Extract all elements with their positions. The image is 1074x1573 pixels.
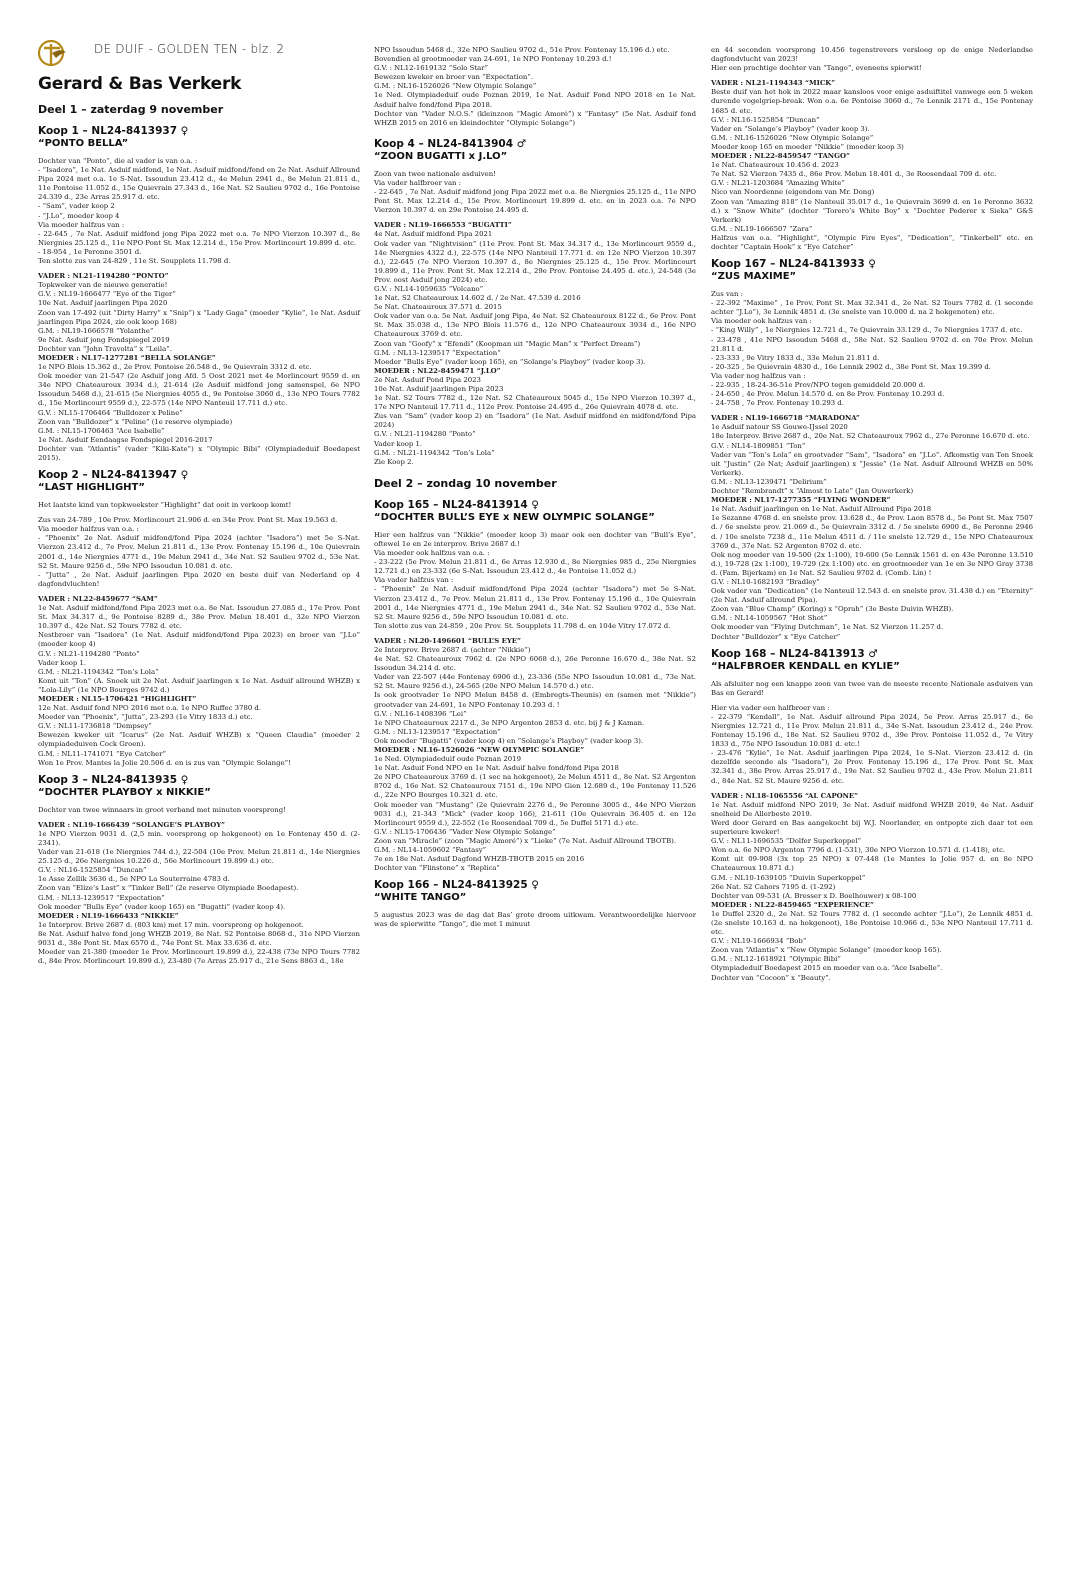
- golden-ten-logo-icon: [38, 38, 68, 68]
- lot-2-name: “LAST HIGHLIGHT”: [38, 482, 145, 494]
- part-1-title: Deel 1 – zaterdag 9 november: [38, 103, 224, 116]
- lot-1-text: Dochter van “Ponto”, die al vader is van o.a. : - “Isadora”, 1e Nat. Asduif midfond, 1e Nat. Asduif midfond/fond en 2e Nat. Asduif Allround Pipa 2024 met o.a. 1e S-Nat. Issoudun 23.412 d., 4e Melun 2941 d., 8e Melun 21.811 d., 11e Pontoise 11.052 d., 15e Quievrain 27.343 d., 16e Nat. S2 Saulieu 9702 d., 16e Pontoise 24.339 d., 23e Arras 25.917 d. etc. - “Sam”, vader koop 2 - “J.Lo”, moeder koop 4 Via moeder halfzus van : - 22-645 , 7e Nat. Asduif midfond jong Pipa 2022 met o.a. 7e NPO Vierzon 10.397 d., 8e Niergnies 25.125 d., 11e NPO Pont St. Max 12.214 d., 15e Prov. Morlincourt 19.899 d. etc. - 18-954 , 1e Peronne 3501 d. Ten slotte zus van 24-829 , 11e St. Soupplets 11.798 d. VADER : NL21-1194280 “PONTO” Topkweker van de nieuwe generatie! G.V. : NL19-1666477 “Eye of the Tiger” 10e Nat. Asduif jaarlingen Pipa 2020 Zoon van 17-492 (uit “Dirty Harry” x “Snip”) x “Lady Gaga” (moeder “Kylie”, 1e Nat. Asduif jaarlingen Pipa 2024, zie ook koop 168) G.M. : NL19-1666578 “Yolanthe” 9e Nat. Asduif jong Fondspiegel 2019 Dochter van “John Travolta” x “Leila”. MOEDER : NL17-1277281 “BELLA SOLANGE” 1e NPO Blois 15.362 d., 2e Prov. Pontoise 26.548 d., 9e Quievrain 3312 d. etc. Ook moeder van 21-547 (2e Asduif jong Afd. 5 Oost 2021 met 4e Morlincourt 9559 d. en 34e NPO Chateauroux 3934 d.), 21-614 (2e Asduif midfond jong samenspel, 6e NPO Issoudun 5468 d.), 21-615 (5e Niergnies 4055 d., 9e Pontoise 3060 d., 13e NPO Tours 7782 d., 15e Morlincourt 9559 d.), 22-575 (14e NPO Nanteuil 17.711 d.) etc. G.V. : NL15-1706464 “Bulldozer x Peline” Zoon van “Bulldozer” x “Peline” (1e reserve olympiade) G.M. : NL15-1706463 “Ace Isabelle” 1e Nat. Asduif Eendaagse Fondspiegel 2016-2017 Dochter van “Atlantis” (vader “Kiki-Kate”) x “Olympic Bibi” (Olympiadeduif Boedapest 2015).: [38, 157, 360, 462]
- lot-4-name: “ZOON BUGATTI x J.LO”: [374, 150, 508, 162]
- lot-1-name: “PONTO BELLA”: [38, 138, 129, 149]
- lot-166-heading: Koop 166 – NL24-8413925 ♀: [374, 879, 539, 892]
- lot-3-continued-text: NPO Issoudun 5468 d., 32e NPO Saulieu 9702 d., 51e Prov. Fontenay 15.196 d.) etc. Bovendien al grootmoeder van 24-691, 1e NPO Fontenay 10.293 d.! G.V. : NL12-1619132 “Solo Star” Bewezen kweker en broer van “Expectation”. G.M. : NL16-1526026 “New Olympic Solange” 1e Ned. Olympiadeduif oude Poznan 2019, 1e Nat. Asduif Fond NPO 2018 en 1e Nat. Asduif halve fond/fond Pipa 2018. Dochter van “Vader N.O.S.” (kleinzoon “Magic Amoré”) x “Fantasy” (5e Nat. Asduif fond WHZB 2015 en 2016 en kleindochter “Olympic Solange”): [374, 46, 696, 127]
- lot-3-name: “DOCHTER PLAYBOY x NIKKIE”: [38, 786, 211, 798]
- lot-2-heading: Koop 2 – NL24-8413947 ♀: [38, 469, 189, 482]
- lot-4-heading: Koop 4 – NL24-8413904 ♂: [374, 137, 527, 150]
- lot-3-text: Dochter van twee winnaars in groot verband met minuten voorsprong! VADER : NL19-1666439 “SOLANGE’S PLAYBOY” 1e NPO Vierzon 9031 d. (2,5 min. voorsprong op hokgenoot) en 1e Fontenay 450 d. (2-2341). Vader van 21-618 (1e Niergnies 744 d.), 22-504 (10e Prov. Melun 21.811 d., 14e Niergnies 25.125 d., 26e Niergnies 10.226 d., 56e Morlincourt 19.899 d.) etc. G.V. : NL16-1525854 “Duncan” 1e Asse Zellik 3636 d., 5e NPO La Souterraine 4783 d. Zoon van “Elize’s Last” x “Tinker Bell” (2e reserve Olympiade Boedapest). G.M. : NL13-1239517 “Expectation” Ook moeder “Bulls Eye” (vader koop 165) en “Bugatti” (vader koop 4). MOEDER : NL19-1666433 “NIKKIE” 1e Interprov. Brive 2687 d. (803 km) met 17 min. voorsprong op hokgenoot. 8e Nat. Asduif halve fond jong WHZB 2019, 8e Nat. S2 Pontoise 8068 d., 31e NPO Vierzon 9031 d., 38e Pont St. Max 6570 d., 74e Pont St. Max 33.636 d. etc. Moeder van 21-380 (moeder 1e Prov. Morlincourt 19.899 d.), 22-438 (73e NPO Tours 7782 d., 84e Prov. Morlincourt 19.899 d.), 23-480 (7e Arras 25.917 d., 21e Sens 8863 d., 18e: [38, 805, 360, 966]
- lot-168-heading: Koop 168 – NL24-8413913 ♂: [711, 647, 878, 660]
- lot-167-text: Zus van : - 22-392 “Maxime” , 1e Prov. Pont St. Max 32.341 d., 2e Nat. S2 Tours 7782 d. (1 seconde achter “J.Lo”), 3e Lennik 4851 d. (3e snelste van 10.000 d. na 2 hokgenoten) etc. Via moeder ook halfzus van : - “King Willy” , 1e Niergnies 12.721 d., 7e Quievrain 33.129 d., 7e Niergnies 1737 d. etc. - 23-478 , 41e NPO Issoudun 5468 d., 58e Nat. S2 Saulieu 9702 d. en 70e Prov. Melun 21.811 d. - 23-333 , 9e Vitry 1833 d., 33e Melun 21.811 d. - 20-325 , 5e Quievrain 4830 d., 16e Lennik 2902 d., 38e Pont St. Max 19.399 d. Via vader nog halfzus van : - 22-935 , 18-24-36-51e Prov/NPO tegen gemiddeld 20.000 d. - 24-650 , 4e Prov. Melun 14.570 d. en 8e Prov. Fontenay 10.293 d. - 24-758 , 7e Prov. Fontenay 10.293 d. VADER : NL19-1666718 “MARADONA” 1e Asduif natour SS Gouwe-IJssel 2020 18e Interprov. Brive 2687 d., 20e Nat. S2 Chateauroux 7962 d., 27e Peronne 16.670 d. etc. G.V. : NL14-1809851 “Ton” Vader van “Ton’s Lola” en grootvader “Sam”, “Isadora” en “J.Lo”. Afkomstig van Ton Snoek uit “Justin” (2e Nat; Asduif jaarlingen) x “Jessie” (1e Nat. Asduif Allround WHZB en 50% Verkerk). G.M. : NL13-1239471 “Delirium” Dochter “Rembrandt” x “Almost to Late” (Jan Ouwerkerk) MOEDER : NL17-1277355 “FLYING WONDER” 1e Nat. Asduif jaarlingen en 1e Nat. Asduif Allround Pipa 2018 1e Sezanne 4768 d. en snelste prov. 13.628 d., 4e Prov. Laon 8578 d., 5e Pont St. Max 7507 d. / 6e snelste prov. 21.069 d., 5e Quievrain 3312 d. / 5e snelste 6900 d., 8e Peronne 2946 d. / 10e snelste 7238 d., 11e Melun 4511 d. / 11e snelste 12.729 d., 15e NPO Chateauroux 3769 d., 37e Nat. S2 Argenton 8702 d. etc. Ook nog moeder van 19-500 (2x 1:100), 19-600 (5e Lennik 1561 d. en 43e Peronne 13.510 d.), 19-728 (2x 1:100), 19-729 (2x 1:100) etc. en grootmoeder van 1e en 3e NPO Gray 3738 d. (Fam. Bijerkam) en 1e Nat. S2 Saulieu 9702 d. (Comb. Lin) ! G.V. : NL10-1682193 “Bradley” Ook vader van “Dedication” (1e Nanteuil 12.543 d. en snelste prov. 31.438 d.) en “Eternity” (2e Nat. Asduif allround Pipa). Zoon van “Blue Champ” (Koring) x “Oprah” (3e Beste Duivin WHZB). G.M. : NL14-1059567 “Hot Shot” Ook moeder van “Flying Dutchman”, 1e Nat. S2 Vierzon 11.257 d. Dochter “Bulldozer” x “Eye Catcher”: [711, 290, 1033, 641]
- lot-1-heading: Koop 1 – NL24-8413937 ♀: [38, 125, 189, 137]
- lot-165-heading: Koop 165 – NL24-8413914 ♀: [374, 498, 539, 511]
- column-2: [374, 46, 696, 930]
- lot-167-heading: Koop 167 – NL24-8413933 ♀: [711, 258, 876, 271]
- lot-167-name: “ZUS MAXIME”: [711, 271, 797, 283]
- lot-165-name: “DOCHTER BULL’S EYE x NEW OLYMPIC SOLANGE”: [374, 511, 655, 523]
- column-1: [38, 74, 360, 966]
- lot-166-text: 5 augustus 2023 was de dag dat Bas’ grote droom uitkwam. Verantwoordelijke hiervoor was de spierwitte “Tango”, die met 1 minuut: [374, 911, 696, 929]
- lot-3-heading: Koop 3 – NL24-8413935 ♀: [38, 773, 189, 786]
- lot-168-text: Als afsluiter nog een knappe zoon van twee van de meeste recente Nationale asduiven van Bas en Gerard! Hier via vader een halfbroer van : - 22-379 “Kendall”, 1e Nat. Asduif allround Pipa 2024, 5e Prov. Arras 25.917 d., 6e Niergnies 12.721 d., 11e Prov. Melun 21.811 d., 34e S-Nat. Issoudun 23.412 d., 24e Prov. Fontenay 15.196 d., 18e Nat. S2 Saulieu 9702 d., 39e Prov. Pontoise 11.052 d., 7e Vitry 1833 d., 75e NPO Issoudun 10.081 d. etc.! - 23-476 “Kylie”, 1e Nat. Asduif jaarlingen Pipa 2024, 1e S-Nat. Vierzon 23.412 d. (in dezelfde seconde als “Isadora”), 2e Prov. Fontenay 15.196 d., 17e Prov. Pont St. Max 32.341 d., 38e Prov. Arras 25.917 d., 19e Nat. S2 Saulieu 9702 d., 43e Prov. Melun 21.811 d., 84e Nat. S2 St. Maure 9256 d. etc. VADER : NL18-1065556 “AL CAPONE” 1e Nat. Asduif midfond NPO 2019, 3e Nat. Asduif midfond WHZB 2019, 4e Nat. Asduif snelheid De Allerbeste 2019. Werd door Gerard en Bas aangekocht bij W.J. Noorlander, en ontpopte zich daar tot een superieure kweker! G.V. : NL11-1696535 “Dolfer Superkoppel” Won o.a. 6e NPO Argenton 7796 d. (1-531), 30e NPO Vierzon 10.571 d. (1-418), etc. Komt uit 09-908 (3x top 25 NPO) x 07-448 (1e Mantes la Jolie 957 d. en 8e NPO Chateauroux 10.871 d.) G.M. : NL10-1639105 “Duivin Superkoppel” 26e Nat. S2 Cahors 7195 d. (1-292) Dochter van 09-531 (A. Bresser x D. Boelhouwer) x 08-100 MOEDER : NL22-8459465 “EXPERIENCE” 1e Duffel 2320 d., 2e Nat. S2 Tours 7782 d. (1 seconde achter “J.Lo”), 2e Lennik 4851 d. (2e snelste 10.163 d. na hokgenoot), 18e Pontoise 10.966 d., 53e NPO Nanteuil 17.711 d. etc. G.V. : NL19-1666934 “Bob” Zoon van “Atlantis” x “New Olympic Solange” (moeder koop 165). G.M. : NL12-1618921 “Olympic Bibi” Olympiadeduif Boedapest 2015 en moeder van o.a. “Ace Isabelle”. Dochter van “Cocoon” x “Beauty”.: [711, 679, 1033, 982]
- lot-2-text: Het laatste kind van topkweekster “Highlight” dat ooit in verkoop komt! Zus van 24-789 , 10e Prov. Morlincourt 21.906 d. en 34e Prov. Pont St. Max 19.563 d. Via moeder halfzus van o.a. : - “Phoenix” 2e Nat. Asduif midfond/fond Pipa 2024 (achter “Isadora”) met 5e S-Nat. Vierzon 23.412 d., 7e Prov. Melun 21.811 d., 13e Prov. Fontenay 15.196 d., 10e Quievrain 2001 d., 14e Niergnies 4771 d., 19e Melun 2941 d., 34e Nat. S2 Saulieu 9702 d., 53e Nat. S2 St. Maure 9256 d., 59e NPO Issoudun 10.081 d. etc. - “Jutta” , 2e Nat. Asduif jaarlingen Pipa 2020 en beste duif van Nederland op 4 dagfondvluchten! VADER : NL22-8459677 “SAM” 1e Nat. Asduif midfond/fond Pipa 2023 met o.a. 8e Nat. Issoudun 27.085 d., 17e Prov. Pont St. Max 34.317 d., 9e Pontoise 8289 d., 38e Prov. Melun 18.401 d., 32e NPO Vierzon 10.397 d., 42e Nat. S2 Tours 7782 d. etc. Nestbroer van “Isadora” (1e Nat. Asduif midfond/fond Pipa 2023) en broer van “J.Lo” (moeder koop 4) G.V. : NL21-1194280 “Ponto” Vader koop 1. G.M. : NL21-1194342 “Ton’s Lola” Komt uit “Ton” (A. Snoek uit 2e Nat. Asduif jaarlingen x 1e Nat. Asduif allround WHZB) x “Lola-Lily” (1e NPO Bourges 9742 d.) MOEDER : NL15-1706421 “HIGHLIGHT” 12e Nat. Asduif fond NPO 2016 met o.a. 1e NPO Ruffec 3780 d. Moeder van “Phoenix”, “Jutta”, 23-293 (1e Vitry 1833 d.) etc. G.V. : NL11-1736818 “Dempsey” Bewezen kweker uit “Icarus” (2e Nat. Asduif WHZB) x “Queen Claudia” (moeder 2 olympiadeduiven Cock Groen). G.M. : NL11-1741071 “Eye Catcher” Won 1e Prov. Mantes la Jolie 20.506 d. en is zus van “Olympic Solange”!: [38, 501, 360, 767]
- page-header: [38, 38, 368, 68]
- lot-166-continued-text: en 44 seconden voorsprong 10.456 tegenstrevers versloeg op de enige Nederlandse dagfondvlucht van 2023! Hier een prachtige dochter van “Tango”, eveneens spierwit! VADER : NL21-1194343 “MICK” Beste duif van het hok in 2022 maar kansloos voor enige asduiftitel vanwege een 5 weken durende vogelgriep-break. Won o.a. 6e Pontoise 3060 d., 7e Lennik 2171 d., 15e Pontenay 1685 d. etc. G.V. : NL16-1525854 “Duncan” Vader en “Solange’s Playboy” (vader koop 3). G.M. : NL16-1526026 “New Olympic Solange” Moeder koop 165 en moeder “Nikkie” (moeder koop 3) MOEDER : NL22-8459547 “TANGO” 1e Nat. Chateauroux 10.456 d. 2023 7e Nat. S2 Vierzon 7435 d., 86e Prov. Melun 18.401 d., 3e Roosendaal 709 d. etc. G.V. : NL21-1203684 “Amazing White” Nico van Noordenne (eigendom van Mr. Dong) Zoon van “Amazing 818” (1e Nanteuil 35.017 d., 1e Quievrain 3699 d. en 1e Peronne 3632 d.) x “Snow White” (dochter “Torero’s White Boy” x “Dochter Pederer x Sieka” G&S Verkerk) G.M. : NL19-1666507 “Zara” Halfzus van o.a. “Highlight”, “Olympic Fire Eyes”, “Dedication”, “Tinkerbell” etc. en dochter “Captain Hook” x “Eye Catcher”: [711, 46, 1033, 251]
- lot-4-text: Zoon van twee nationale asduiven! Via vader halfbroer van : - 22-645 , 7e Nat. Asduif midfond jong Pipa 2022 met o.a. 8e Niergnies 25.125 d., 11e NPO Pont St. Max 12.214 d., 15e Prov. Morlincourt 19.899 d. etc. en in 2023 o.a. 7e NPO Vierzon 10.397 d. en 29e Pontoise 24.495 d. VADER : NL19-1666553 “BUGATTI” 4e Nat. Asduif midfond Pipa 2021 Ook vader van “Nightvision” (11e Prov. Pont St. Max 34.317 d., 13e Morlincourt 9559 d., 14e Niergnies 4322 d.), 22-575 (14e NPO Nanteuil 17.771 d. en 12e NPO Vierzon 10.397 d.), 22-645 (7e NPO Vierzon 10.397 d., 8e Niergnies 25.125 d., 15e Prov. Morlincourt 19.899 d., 11e Prov. Pont St. Max 12.214 d., 29e Prov. Pontoise 24.495 d. etc.), 24-548 (3e Prov. oost Asduif jong 2024) etc. G.V. : NL14-1059635 “Volcano” 1e Nat. S2 Chateauroux 14.602 d. / 2e Nat. 47.539 d. 2016 5e Nat. Chateauroux 37.571 d. 2015 Ook vader van o.a. 5e Nat. Asduif jong Pipa, 4e Nat. S2 Chateauroux 8122 d., 6e Prov. Pont St. Max 35.038 d., 13e NPO Blois 11.576 d., 12e NPO Chateauroux 3934 d., 16e NPO Chateauroux 3769 d. etc. Zoon van “Goofy” x “Efendi” (Koopman uit “Magic Man” x “Perfect Dream”) G.M. : NL13-1239517 “Expectation” Moeder “Bulls Eye” (vader koop 165), en “Solange’s Playboy” (vader koop 3). MOEDER : NL22-8459471 “J.LO” 2e Nat. Asduif Pond Pipa 2023 10e Nat. Asduif jaarlingen Pipa 2023 1e Nat. S2 Tours 7782 d., 12e Nat. S2 Chateauroux 5045 d., 15e NPO Vierzon 10.397 d., 17e NPO Nanteuil 17.711 d., 112e Prov. Pontoise 24.495 d., 26e Quievrain 4078 d. etc. Zus van “Sam” (vader koop 2) en “Isadora” (1e Nat. Asduif midfond en midfond/fond Pipa 2024) G.V. : NL21-1194280 “Ponto” Vader koop 1. G.M. : NL21-1194342 “Ton’s Lola” Zie Koop 2.: [374, 169, 696, 466]
- lot-168-name: “HALFBROER KENDALL en KYLIE”: [711, 660, 900, 672]
- running-head: DE DUIF - GOLDEN TEN - blz. 2: [94, 42, 285, 56]
- page-title: Gerard & Bas Verkerk: [38, 74, 242, 94]
- part-2-title: Deel 2 – zondag 10 november: [374, 476, 557, 490]
- lot-166-name: “WHITE TANGO”: [374, 892, 467, 904]
- column-3: [711, 46, 1033, 983]
- lot-165-text: Hier een halfzus van “Nikkie” (moeder koop 3) maar ook een dochter van “Bull’s Eye”, oftewel 1e en 2e interprov. Brive 2687 d.! Via moeder ook halfzus van o.a. : - 23-222 (5e Prov. Melun 21.811 d., 6e Arras 12.930 d., 8e Niergnies 985 d., 25e Niergnies 12.721 d.) en 23-332 (6e S-Nat. Issoudun 23.412 d., 4e Pontoise 11.052 d.) Via vader halfzus van : - “Phoenix” 2e Nat. Asduif midfond/fond Pipa 2024 (achter “Isadora”) met 5e S-Nat. Vierzon 23.412 d., 7e Prov. Melun 21.811 d., 13e Prov. Fontenay 15.196 d., 10e Quievrain 2001 d., 14e Niergnies 4771 d., 19e Melun 2941 d., 34e Nat. S2 Saulieu 9702 d., 53e Nat. S2 St. Maure 9256 d., 59e NPO Issoudun 10.081 d. etc. Ten slotte zus van 24-859 , 20e Prov. St. Soupplets 11.798 d. en 104e Vitry 17.072 d. VADER : NL20-1496601 “BULL’S EYE” 2e Interprov. Brive 2687 d. (achter “Nikkie”) 4e Nat. S2 Chateauroux 7962 d. (2e NPO 6068 d.), 26e Peronne 16.670 d., 38e Nat. S2 Issoudun 34.214 d. etc. Vader van 22-507 (44e Fontenay 6906 d.), 23-336 (55e NPO Issoudun 10.081 d., 73e Nat. S2 St. Maure 9256 d.), 24-565 (20e NPO Melun 14.570 d.) etc. Is ook grootvader 1e NPO Melun 8458 d. (Embregts-Theunis) en (samen met “Nikkie”) grootvader van 24-691, 1e NPO Fontenay 10.293 d. ! G.V. : NL16-1408396 “Lei” 1e NPO Chateauroux 2217 d., 3e NPO Argenton 2853 d. etc. bij J & J Kaman. G.M. : NL13-1239517 “Expectation” Ook moeder “Bugatti” (vader koop 4) en “Solange’s Playboy” (vader koop 3). MOEDER : NL16-1526026 “NEW OLYMPIC SOLANGE” 1e Ned. Olympiadeduif oude Poznan 2019 1e Nat. Asduif Fond NPO en 1e Nat. Asduif halve fond/fond Pipa 2018 2e NPO Chateauroux 3769 d. (1 sec na hokgenoot), 2e Melun 4511 d., 8e Nat. S2 Argenton 8702 d., 16e Nat. S2 Chateauroux 7151 d., 19e NPO Gien 12.689 d., 19e Fontenay 11.526 d., 22e NPO Bourges 10.321 d. etc. Ook moeder van “Mustang” (2e Quievrain 2276 d., 9e Peronne 3005 d., 44e NPO Vierzon 9031 d.), 21-343 “Mick” (vader koop 166), 21-611 (10e Quievrain 36.405 d. en 12e Morlincourt 9559 d.), 22-552 (1e Roosendaal 709 d., 5e Duffel 5171 d.) etc. G.V. : NL15-1706436 “Vader New Olympic Solange” Zoon van “Miracle” (zoon “Magic Amoré”) x “Lieke” (7e Nat. Asduif Allround TBOTB). G.M. : NL14-1059602 “Fantasy” 7e en 18e Nat. Asduif Dagfond WHZB-TBOTB 2015 en 2016 Dochter van “Flinstone” x “Replica”: [374, 530, 696, 873]
